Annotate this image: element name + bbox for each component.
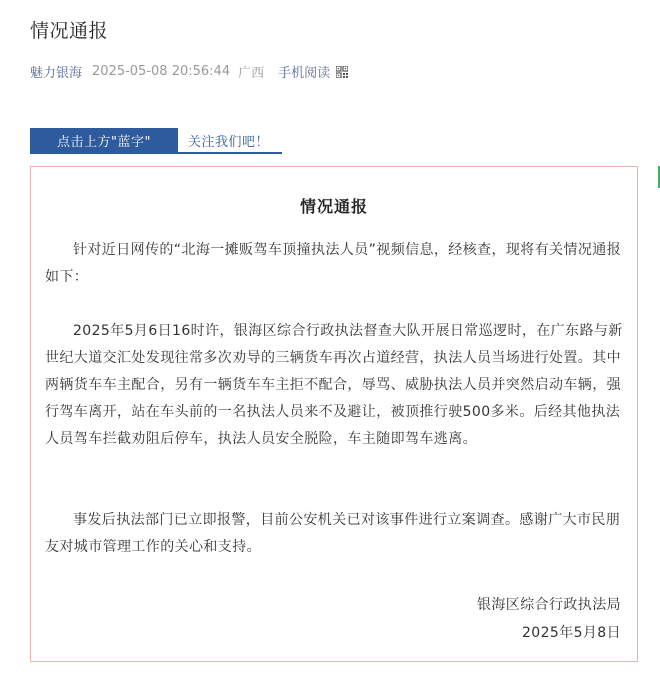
follow-banner-text: 关注我们吧！: [188, 134, 270, 150]
mobile-read-link[interactable]: 手机阅读: [278, 66, 331, 81]
article-title: 情况通报: [30, 20, 109, 42]
signature-date: 2025年5月8日: [521, 625, 621, 641]
publish-time: 2025-05-08 20:56:44: [92, 64, 231, 79]
article-meta: [30, 62, 348, 81]
report-paragraph-incident: 2025年5月6日16时许，银海区综合行政执法督查大队开展日常巡逻时，在广东路与新世纪大道交汇处发现往常多次劝导的三辆货车再次占道经营，执法人员当场进行处置。其中两辆货车车主配合，另有一辆货车车主拒不配合，辱骂、威胁执法人员并突然启动车辆，强行驾车离开，站在车头前的一名执法人员来不及避让，被顶推行驶500多米。后经其他执法人员驾车拦截劝阻后停车，执法人员安全脱险，车主随即驾车逃离。: [45, 323, 623, 447]
qr-code-icon[interactable]: [336, 66, 348, 78]
account-name-link[interactable]: 魅力银海: [30, 66, 83, 81]
report-title: 情况通报: [299, 197, 368, 216]
signature-organization: 银海区综合行政执法局: [477, 597, 621, 613]
follow-banner[interactable]: [30, 128, 282, 154]
publish-region: 广西: [238, 66, 265, 81]
report-box: [30, 166, 638, 662]
follow-banner-highlight: 点击上方"蓝字": [30, 128, 178, 152]
report-paragraph-intro: 针对近日网传的“北海一摊贩驾车顶撞执法人员”视频信息，经核查，现将有关情况通报如下：: [45, 242, 622, 285]
report-paragraph-followup: 事发后执法部门已立即报警，目前公安机关已对该事件进行立案调查。感谢广大市民朋友对城市管理工作的关心和支持。: [45, 512, 621, 555]
